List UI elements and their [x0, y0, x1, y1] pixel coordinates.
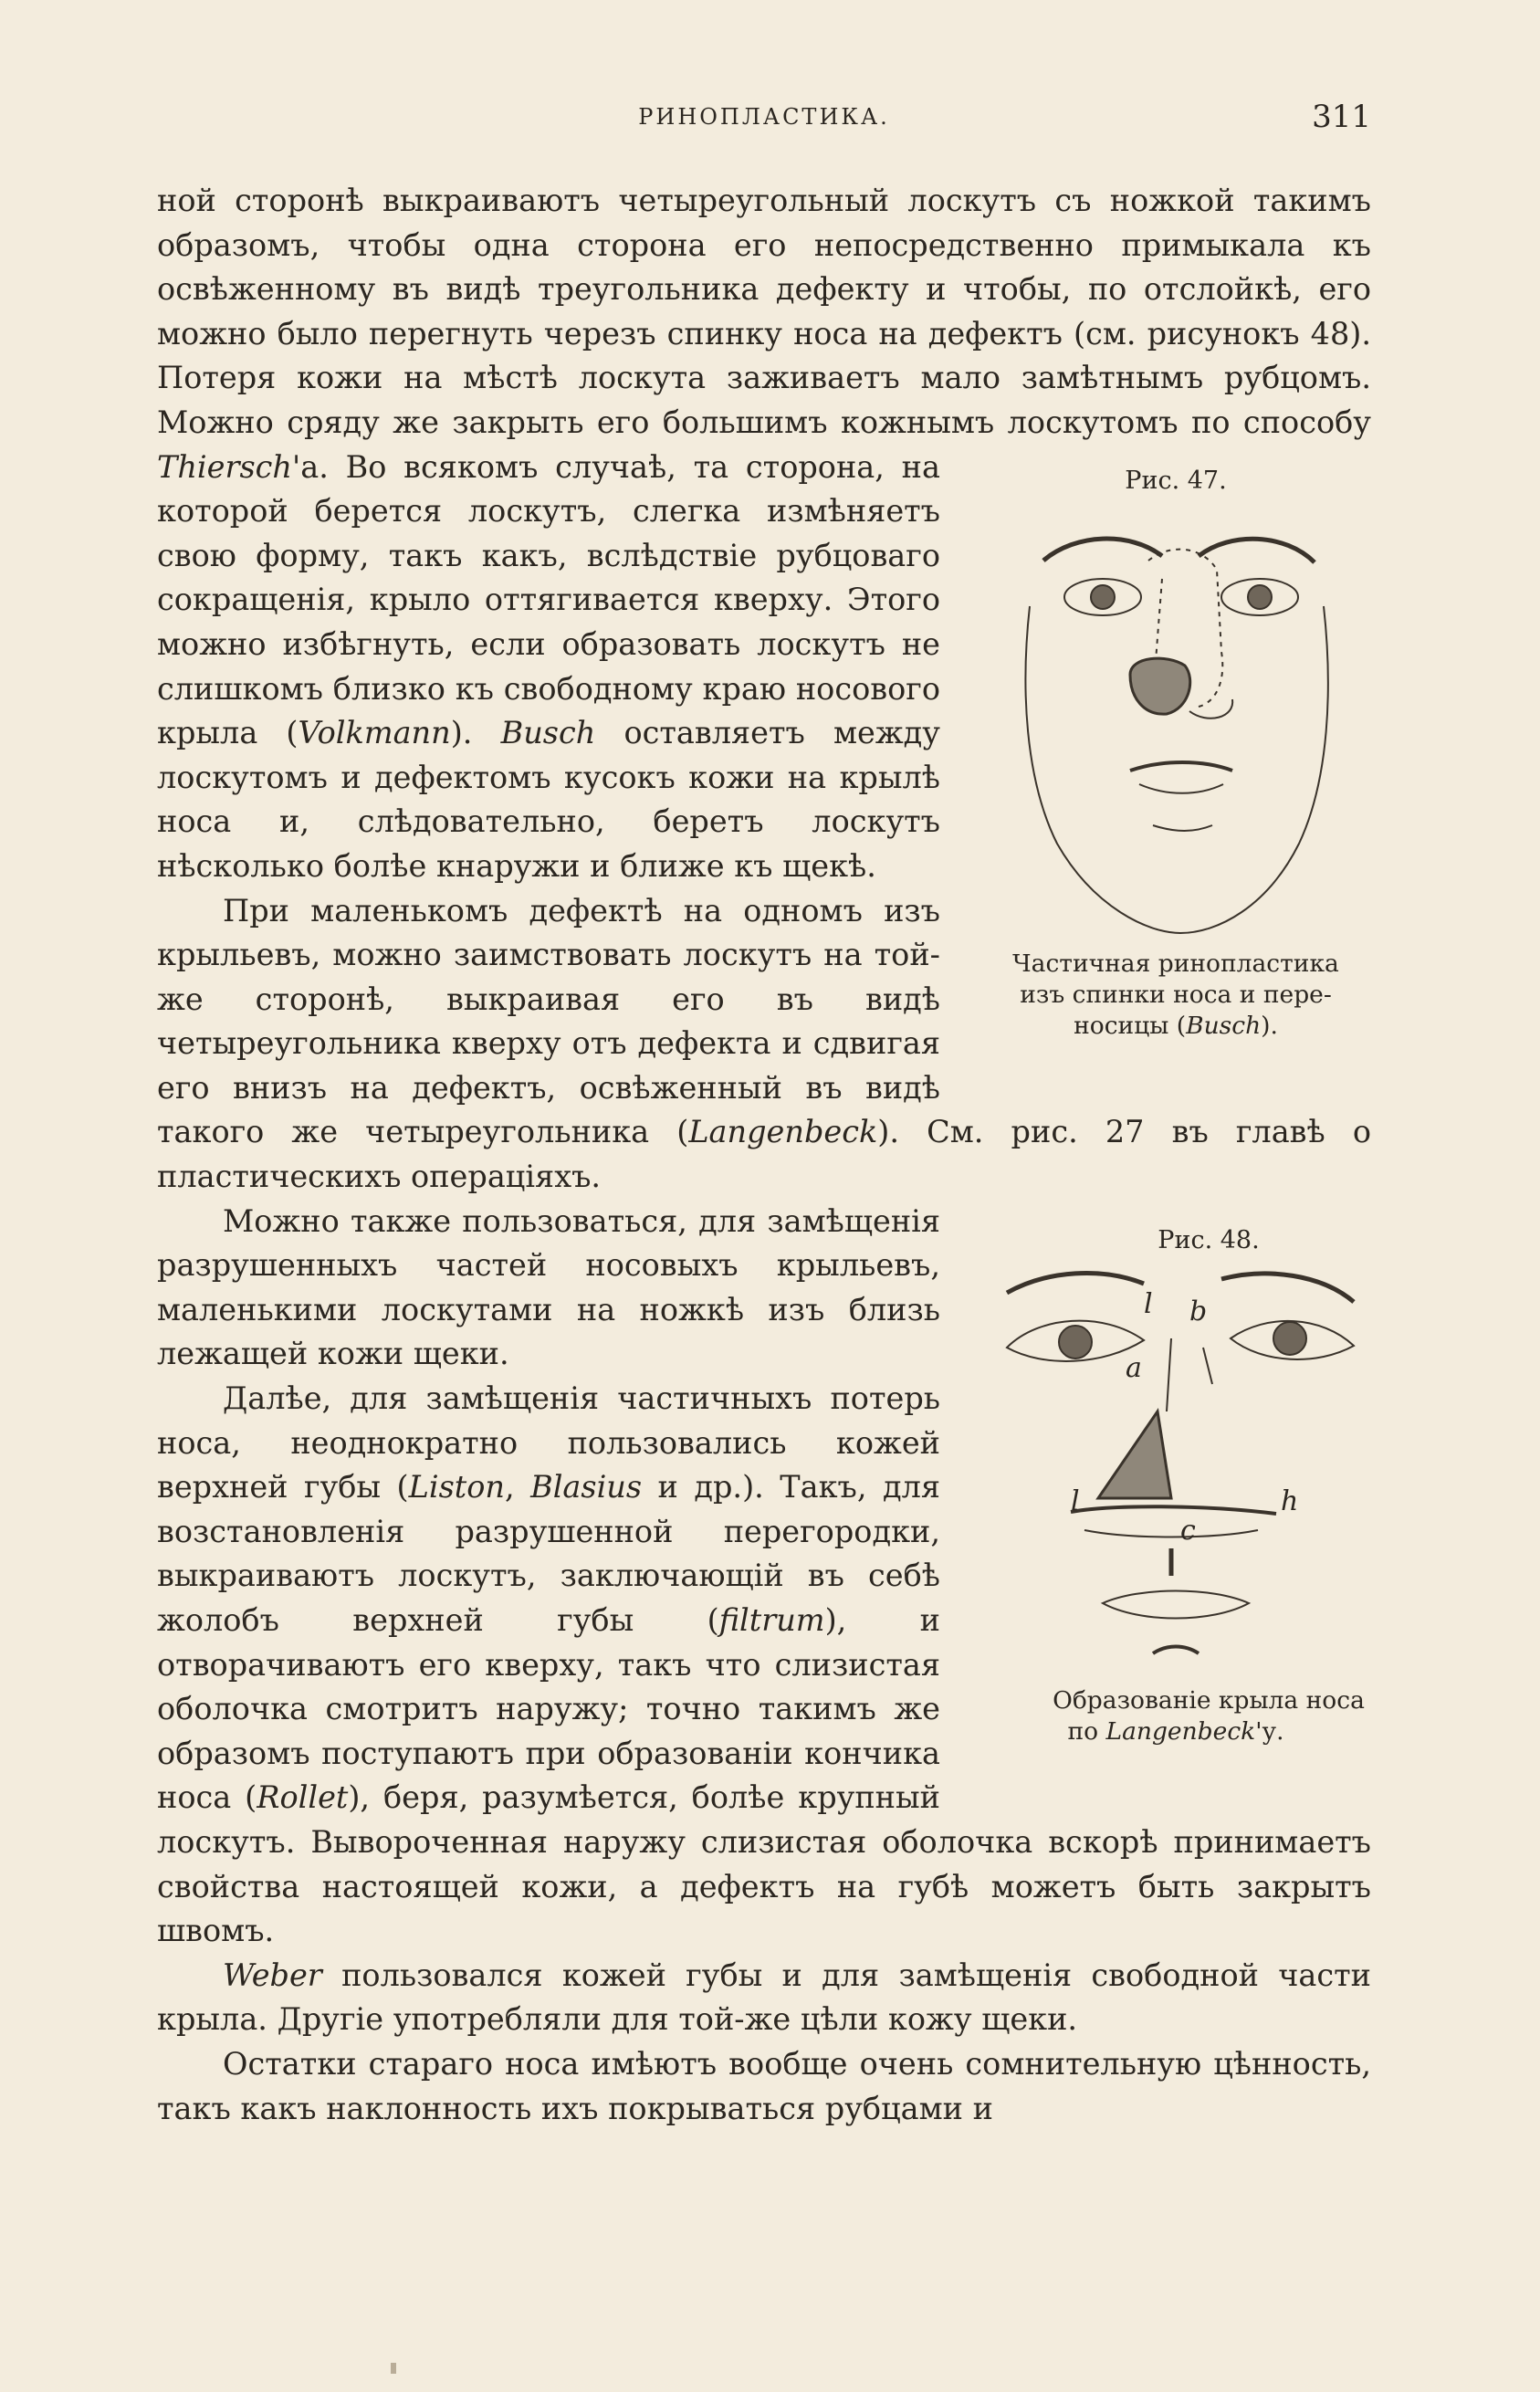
figure-47	[975, 464, 1377, 1098]
text-run: ). См. рис. 27 въ главѣ о пластическихъ операціяхъ.	[157, 1114, 1371, 1195]
figure-48	[975, 1223, 1377, 1799]
nasal-base	[1071, 1506, 1276, 1514]
right-brow	[1199, 539, 1315, 562]
chin-line	[1153, 825, 1212, 831]
author-name: Langenbeck	[688, 1114, 878, 1150]
text-run: Далѣе, для замѣщенія частичныхъ потерь носа, неоднократно пользовались кожей верхней губы (	[157, 1380, 940, 1505]
caption-line: носицы (	[1074, 1011, 1187, 1040]
running-head	[157, 99, 1371, 135]
author-name: Weber	[223, 1957, 322, 1993]
text-run: оставляетъ между лоскутомъ и дефектомъ кусокъ кожи на крылѣ носа и, слѣдовательно, беретъ лоскутъ нѣсколько болѣе кнаружи и ближе къ щекѣ.	[157, 715, 940, 884]
text-run: Остатки стараго носа имѣютъ вообще очень сомнительную цѣнность, такъ какъ наклонность ихъ покрываться рубцами и	[157, 2045, 1371, 2126]
mark-l2: l	[1144, 1287, 1153, 1320]
paragraph-6	[157, 2042, 1371, 2131]
caption-tail: 'у.	[1255, 1716, 1284, 1746]
caption-line: изъ спинки носа и пере-	[1020, 980, 1332, 1009]
author-name: Busch	[500, 715, 596, 751]
nostril-line	[1189, 699, 1232, 719]
chin	[1153, 1646, 1199, 1653]
paragraph-5	[157, 1954, 1371, 2042]
text-run: и др.). Такъ, для возстановленія разрушенной перегородки, выкраиваютъ лоскутъ, заключающій въ себѣ жолобъ верхней губы (	[157, 1469, 940, 1638]
nose-bridge	[1167, 1338, 1171, 1411]
triangle-flap	[1098, 1411, 1171, 1498]
text-run: ной сторонѣ выкраиваютъ четыреугольный лоскутъ съ ножкой такимъ образомъ, чтобы одна сторона его непосредственно примыкала къ освѣженному въ видѣ треугольника дефекту и чтобы, по отслойкѣ, его можно было перегнуть черезъ спинку носа на дефектъ (см. рисунокъ 48). Потеря кожи на мѣстѣ лоскута заживаетъ мало замѣтнымъ рубцомъ. Можно сряду же закрыть его большимъ кожнымъ лоскутомъ по способу	[157, 183, 1371, 440]
author-name: Rollet	[257, 1779, 349, 1816]
mark-c: c	[1180, 1514, 1196, 1547]
figure-48-illustration	[984, 1265, 1367, 1676]
upper-lip-line	[1084, 1530, 1258, 1537]
right-iris	[1248, 585, 1272, 609]
caption-line: Образованіе крыла носа	[1053, 1685, 1365, 1715]
caption-line: по	[1067, 1716, 1106, 1746]
mark-a: a	[1126, 1351, 1142, 1384]
author-name: Liston	[408, 1469, 505, 1505]
caption-author: Busch	[1186, 1011, 1262, 1040]
text-run: При маленькомъ дефектѣ на одномъ изъ крыльевъ, можно заимствовать лоскутъ на той-же сторонѣ, выкраивая его въ видѣ четыреугольника кверху отъ дефекта и сдвигая его внизъ на дефектъ, освѣженный въ видѣ такого же четыреугольника (	[157, 892, 940, 1150]
mark-l: l	[1071, 1485, 1080, 1517]
page-number: 311	[1312, 99, 1371, 135]
lower-lip	[1139, 784, 1223, 793]
face-outline	[1025, 606, 1327, 933]
right-iris	[1273, 1322, 1306, 1355]
bottom-mark	[391, 2363, 396, 2374]
caption-line: Частичная ринопластика	[1012, 949, 1339, 978]
defect-area	[1130, 658, 1190, 714]
caption-author: Langenbeck	[1105, 1716, 1256, 1746]
flap-edge	[1156, 579, 1162, 661]
text-run: Можно также пользоваться, для замѣщенія разрушенныхъ частей носовыхъ крыльевъ, маленькими лоскутами на ножкѣ изъ близь лежащей кожи щеки.	[157, 1202, 940, 1372]
text-run: 'а. Во всякомъ случаѣ, та сторона, на которой берется лоскутъ, слегка измѣняетъ свою форму, такъ какъ, вслѣдствіе рубцоваго сокращенія, крыло оттягивается кверху. Этого можно избѣгнуть, если образовать лоскутъ не слишкомъ близко къ свободному краю носового крыла (	[157, 448, 940, 751]
text-run: ), и отворачиваютъ его кверху, такъ что слизистая оболочка смотритъ наружу; точно такимъ же образомъ поступаютъ при образованіи кончика носа (	[157, 1602, 940, 1816]
author-name: Blasius	[530, 1469, 643, 1505]
left-brow	[1007, 1273, 1144, 1292]
figure-48-caption	[975, 1685, 1377, 1747]
nose-side	[1203, 1348, 1212, 1384]
left-iris	[1059, 1326, 1092, 1359]
text-run: пользовался кожей губы и для замѣщенія свободной части крыла. Другіе употребляли для той-же цѣли кожу щеки.	[157, 1957, 1371, 2038]
figure-47-caption	[975, 949, 1377, 1042]
mark-b: b	[1189, 1295, 1208, 1327]
figure-48-label: Рис. 48.	[1158, 1225, 1260, 1254]
running-title: РИНОПЛАСТИКА.	[638, 104, 890, 130]
left-brow	[1043, 539, 1162, 561]
author-name: Volkmann	[298, 715, 451, 751]
figure-47-illustration	[993, 506, 1358, 939]
right-brow	[1221, 1274, 1354, 1302]
upper-lip	[1130, 762, 1232, 771]
mouth	[1103, 1590, 1249, 1618]
text-run: ).	[450, 715, 501, 751]
mark-h: h	[1281, 1485, 1299, 1517]
latin-term: filtrum	[718, 1602, 825, 1638]
caption-tail: ).	[1261, 1011, 1278, 1040]
body-text	[157, 179, 1371, 2131]
text-run: ), беря, разумѣется, болѣе крупный лоскутъ. Вывороченная наружу слизистая оболочка вскорѣ принимаетъ свойства настоящей кожи, а дефектъ на губѣ можетъ быть закрытъ швомъ.	[157, 1779, 1371, 1949]
author-name: Thiersch	[157, 448, 293, 485]
text-run: ,	[504, 1469, 531, 1505]
left-iris	[1091, 585, 1115, 609]
figure-47-label: Рис. 47.	[1125, 466, 1227, 495]
